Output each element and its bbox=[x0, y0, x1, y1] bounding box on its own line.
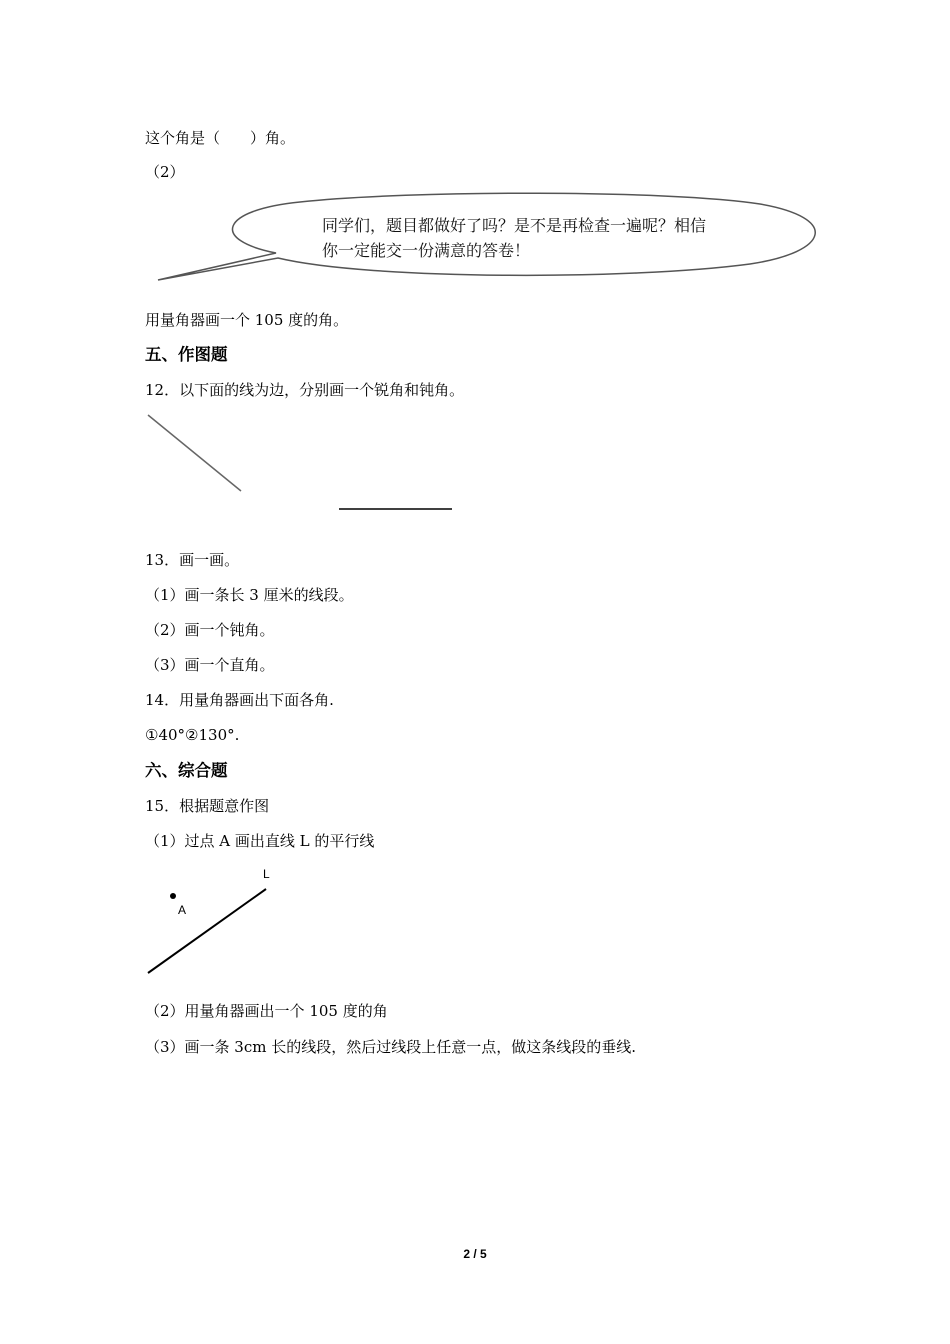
question-15-part-3: （3）画一条 3cm 长的线段，然后过线段上任意一点，做这条线段的垂线. bbox=[145, 1038, 637, 1056]
question-15-title: 15．根据题意作图 bbox=[145, 797, 270, 815]
question-14-title: 14．用量角器画出下面各角. bbox=[145, 691, 334, 709]
question-13-part-3: （3）画一个直角。 bbox=[145, 656, 275, 674]
slanted-line bbox=[148, 415, 241, 491]
line-l-label: L bbox=[263, 867, 270, 881]
bubble-line-1: 同学们，题目都做好了吗？是不是再检查一遍呢？相信 bbox=[322, 216, 707, 235]
section-5-heading: 五、作图题 bbox=[145, 345, 228, 364]
bubble-line-2: 你一定能交一份满意的答卷！ bbox=[322, 241, 531, 260]
question-13-part-1: （1）画一条长 3 厘米的线段。 bbox=[145, 586, 354, 604]
subquestion-2-label: （2） bbox=[145, 163, 185, 181]
angle-type-question: 这个角是（ ）角。 bbox=[145, 129, 296, 147]
question-13-title: 13．画一画。 bbox=[145, 551, 240, 569]
line-l bbox=[148, 889, 266, 973]
bubble-message bbox=[322, 213, 742, 263]
question-14-angles: ①40°②130°. bbox=[145, 726, 240, 744]
section-6-heading: 六、综合题 bbox=[145, 761, 228, 780]
draw-105-instruction: 用量角器画一个 105 度的角。 bbox=[145, 311, 349, 329]
point-a bbox=[170, 893, 176, 899]
page-number: 2 / 5 bbox=[463, 1247, 487, 1261]
q12-figure bbox=[140, 410, 460, 520]
q15-figure bbox=[140, 860, 290, 980]
question-13-part-2: （2）画一个钝角。 bbox=[145, 621, 275, 639]
question-12: 12．以下面的线为边，分别画一个锐角和钝角。 bbox=[145, 381, 465, 399]
question-15-part-2: （2）用量角器画出一个 105 度的角 bbox=[145, 1002, 388, 1020]
point-a-label: A bbox=[178, 903, 187, 917]
question-15-part-1: （1）过点 A 画出直线 L 的平行线 bbox=[145, 832, 375, 850]
